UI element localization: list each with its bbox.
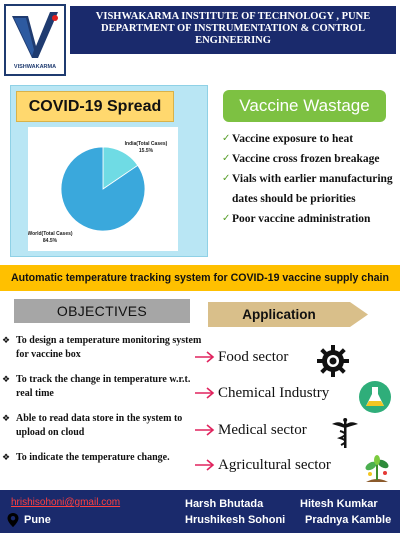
objectives-header: OBJECTIVES <box>14 299 190 323</box>
list-item: ✓ Vaccine exposure to heat <box>222 129 398 149</box>
india-slice-value: 15.5% <box>138 148 154 154</box>
arrow-right-icon <box>194 423 216 437</box>
objectives-list <box>2 334 208 476</box>
world-slice-value: 84.5% <box>42 238 58 244</box>
list-item: ❖ To track the change in temperature w.r.t. real time <box>2 374 191 399</box>
location-pin-icon <box>6 512 20 528</box>
check-icon: ✓ <box>222 213 231 224</box>
application-label: Food sector <box>218 349 289 365</box>
application-header: Application <box>242 307 316 322</box>
covid-title: COVID-19 Spread <box>16 91 174 122</box>
logo-text: VISHWAKARMA <box>13 64 57 70</box>
author-name: Pradnya Kamble <box>305 514 392 526</box>
diamond-bullet-icon: ❖ <box>2 336 11 346</box>
vaccine-wastage-list <box>222 129 398 229</box>
plant-icon <box>360 452 394 486</box>
list-item: ✓ Vials with earlier manufacturing dates should be priorities <box>222 169 398 209</box>
institute-logo <box>4 4 66 76</box>
application-label: Medical sector <box>218 422 307 438</box>
check-icon: ✓ <box>222 153 231 164</box>
contact-email-link[interactable]: hrishisohoni@gmail.com <box>11 497 121 508</box>
application-row-medical <box>194 417 400 445</box>
india-slice-label: India(Total Cases) <box>124 141 168 147</box>
flask-icon <box>358 380 392 414</box>
check-icon: ✓ <box>222 133 231 144</box>
institute-banner <box>70 6 396 54</box>
application-row-food <box>194 344 400 372</box>
application-row-agriculture <box>194 452 400 480</box>
pie-chart-area <box>28 127 178 251</box>
arrow-right-icon <box>194 458 216 472</box>
diamond-bullet-icon: ❖ <box>2 414 11 424</box>
list-item: ❖ Able to read data store in the system to upload on cloud <box>2 413 183 438</box>
world-slice-label: World(Total Cases) <box>28 231 73 237</box>
location-city: Pune <box>24 514 51 526</box>
author-name: Harsh Bhutada <box>185 498 264 510</box>
diamond-bullet-icon: ❖ <box>2 453 11 463</box>
application-label: Chemical Industry <box>218 385 330 401</box>
gear-icon <box>316 344 350 378</box>
arrow-right-icon <box>194 350 216 364</box>
author-name: Hrushikesh Sohoni <box>185 514 286 526</box>
list-item: ✓ Poor vaccine administration <box>222 209 398 229</box>
diamond-bullet-icon: ❖ <box>2 375 11 385</box>
caduceus-icon <box>328 417 362 451</box>
list-item: ✓ Vaccine cross frozen breakage <box>222 149 398 169</box>
department-line-1: DEPARTMENT OF INSTRUMENTATION & CONTROL <box>101 23 365 34</box>
covid-pie-chart <box>28 127 178 251</box>
author-name: Hitesh Kumkar <box>300 498 378 510</box>
department-line-2: ENGINEERING <box>195 35 271 46</box>
project-title-banner: Automatic temperature tracking system for COVID-19 vaccine supply chain <box>0 265 400 291</box>
list-item: ❖ To design a temperature monitoring system for vaccine box <box>2 335 202 360</box>
arrow-right-icon <box>194 386 216 400</box>
application-row-chemical <box>194 380 400 408</box>
institute-name: VISHWAKARMA INSTITUTE OF TECHNOLOGY , PUNE <box>95 11 371 22</box>
vaccine-wastage-title: Vaccine Wastage <box>223 90 386 122</box>
check-icon: ✓ <box>222 173 231 184</box>
application-label: Agricultural sector <box>218 457 331 473</box>
list-item: ❖ To indicate the temperature change. <box>2 452 170 463</box>
